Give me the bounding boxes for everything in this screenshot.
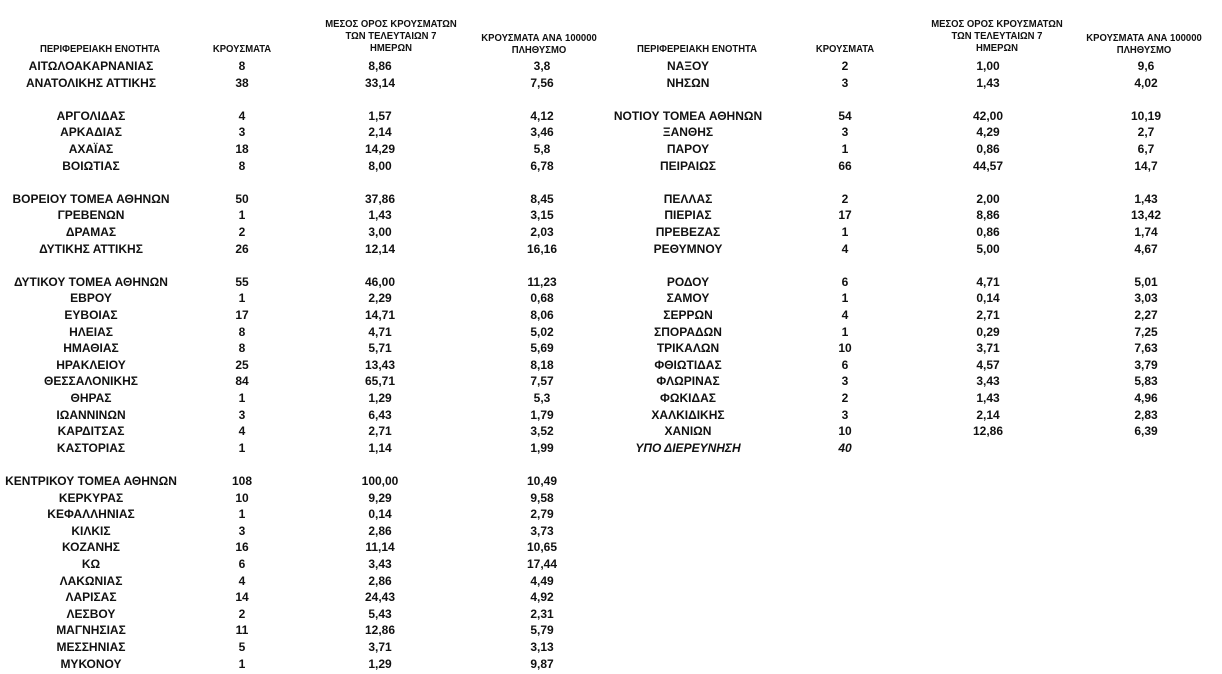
cell-avg: 2,14 <box>976 407 1000 422</box>
cell-cases: 1 <box>841 291 849 306</box>
cell-per: 1,43 <box>1134 191 1158 206</box>
cell-region: ΒΟΙΩΤΙΑΣ <box>62 158 120 173</box>
table-row <box>612 75 1222 92</box>
cell-cases: 1 <box>238 391 246 405</box>
cell-region: ΗΜΑΘΙΑΣ <box>63 341 119 356</box>
cell-avg: 65,71 <box>364 374 396 389</box>
cell-per: 0,68 <box>530 291 554 306</box>
cell-cases: 3 <box>238 125 246 140</box>
table-row <box>612 357 1222 374</box>
cell-region: ΦΘΙΩΤΙΔΑΣ <box>654 357 722 372</box>
cell-avg: 1,43 <box>976 75 1000 90</box>
cell-avg: 4,71 <box>976 274 1000 289</box>
table-row <box>0 307 612 324</box>
cell-cases: 1 <box>841 142 849 156</box>
cell-per: 2,79 <box>530 507 554 522</box>
table-row <box>0 506 612 523</box>
table-row <box>0 490 612 507</box>
cell-avg: 12,14 <box>364 241 396 256</box>
cell-avg: 3,71 <box>976 341 1000 356</box>
cell-region: ΚΙΛΚΙΣ <box>71 523 111 538</box>
table-row <box>0 340 612 357</box>
cell-cases: 1 <box>841 324 849 339</box>
cell-avg: 4,57 <box>976 357 1000 372</box>
table-row <box>0 124 612 141</box>
cell-cases: 3 <box>841 407 849 422</box>
cell-avg: 14,71 <box>364 308 396 322</box>
cell-cases: 84 <box>235 374 249 389</box>
cell-region: ΑΡΓΟΛΙΔΑΣ <box>56 108 126 123</box>
cell-per: 3,8 <box>533 59 551 73</box>
header-per-100k <box>1072 33 1216 57</box>
table-row <box>612 158 1222 175</box>
table-row <box>612 390 1222 407</box>
cell-cases: 2 <box>238 606 246 621</box>
table-row <box>0 622 612 639</box>
cell-region: ΒΟΡΕΙΟΥ ΤΟΜΕΑ ΑΘΗΝΩΝ <box>12 191 170 206</box>
header-cases: ΚΡΟΥΣΜΑΤΑ <box>815 44 875 55</box>
cell-cases: 55 <box>235 274 249 289</box>
cell-region: ΚΑΡΔΙΤΣΑΣ <box>57 424 125 439</box>
cell-per: 7,25 <box>1134 324 1158 339</box>
cell-cases: 2 <box>841 59 849 73</box>
cell-region: ΗΛΕΙΑΣ <box>69 324 113 339</box>
cell-per: 4,96 <box>1134 391 1158 405</box>
cell-avg: 2,86 <box>368 523 392 538</box>
table-row <box>0 556 612 573</box>
cell-per: 9,6 <box>1137 59 1155 73</box>
table-row <box>612 141 1222 158</box>
cell-region: ΑΙΤΩΛΟΑΚΑΡΝΑΝΙΑΣ <box>28 59 154 73</box>
cell-cases: 4 <box>841 308 849 322</box>
cell-cases: 4 <box>238 108 246 123</box>
table-row <box>0 274 612 291</box>
cell-cases: 26 <box>235 241 249 256</box>
cell-per: 7,56 <box>530 75 554 90</box>
cell-region: ΚΟΖΑΝΗΣ <box>62 540 120 555</box>
cell-region: ΤΡΙΚΑΛΩΝ <box>656 341 720 356</box>
cell-per: 4,49 <box>530 573 554 588</box>
right-table <box>612 0 1222 455</box>
cell-cases: 2 <box>841 391 849 405</box>
cell-cases: 40 <box>838 440 852 455</box>
cell-per: 5,01 <box>1134 274 1158 289</box>
cell-avg: 33,14 <box>364 75 396 90</box>
cell-region: ΥΠΟ ΔΙΕΡΕΥΝΗΣΗ <box>635 440 741 455</box>
cell-per: 4,12 <box>530 108 554 123</box>
cell-cases: 10 <box>838 424 852 439</box>
cell-cases: 4 <box>841 241 849 256</box>
table-row <box>612 241 1222 258</box>
cell-per: 3,15 <box>530 208 554 223</box>
table-row <box>612 373 1222 390</box>
table-row <box>0 656 612 673</box>
cell-cases: 3 <box>238 407 246 422</box>
cell-avg: 3,71 <box>368 640 392 654</box>
cell-region: ΠΕΙΡΑΙΩΣ <box>660 158 716 173</box>
header-per-line2: ΠΛΗΘΥΣΜΟ <box>1116 45 1172 56</box>
table-row <box>0 357 612 374</box>
cell-avg: 46,00 <box>364 274 396 289</box>
cell-cases: 8 <box>238 59 246 73</box>
header-cases: ΚΡΟΥΣΜΑΤΑ <box>212 44 272 55</box>
cell-per: 4,67 <box>1134 241 1158 256</box>
header-per-line1: ΚΡΟΥΣΜΑΤΑ ΑΝΑ 100000 <box>1086 33 1202 44</box>
cell-per: 6,78 <box>530 158 554 173</box>
cell-avg: 12,86 <box>972 424 1004 439</box>
cell-region: ΔΥΤΙΚΟΥ ΤΟΜΕΑ ΑΘΗΝΩΝ <box>14 274 168 289</box>
cell-avg: 4,71 <box>368 324 392 339</box>
right-table-header <box>612 0 1222 58</box>
header-per-line1: ΚΡΟΥΣΜΑΤΑ ΑΝΑ 100000 <box>481 33 597 44</box>
cell-per: 5,83 <box>1134 374 1158 389</box>
cell-region: ΔΡΑΜΑΣ <box>65 225 117 239</box>
table-row <box>0 573 612 590</box>
cell-region: ΠΙΕΡΙΑΣ <box>664 208 712 223</box>
cell-cases: 17 <box>838 208 852 223</box>
cell-region: ΡΟΔΟΥ <box>666 274 710 289</box>
cell-region: ΛΑΚΩΝΙΑΣ <box>59 573 123 588</box>
table-row <box>0 290 612 307</box>
cell-cases: 8 <box>238 341 246 356</box>
cell-cases: 10 <box>235 490 249 505</box>
cell-avg: 3,43 <box>976 374 1000 389</box>
cell-avg: 0,29 <box>976 324 1000 339</box>
cell-cases: 66 <box>838 158 852 173</box>
cell-per: 1,74 <box>1134 225 1158 239</box>
cell-region: ΣΠΟΡΑΔΩΝ <box>654 324 722 339</box>
cell-cases: 6 <box>841 274 849 289</box>
cell-region: ΠΡΕΒΕΖΑΣ <box>655 225 721 239</box>
cell-per: 16,16 <box>526 241 558 256</box>
cell-region: ΦΩΚΙΔΑΣ <box>660 391 716 405</box>
cell-region: ΧΑΛΚΙΔΙΚΗΣ <box>651 407 725 422</box>
cell-per: 7,57 <box>530 374 554 389</box>
table-row <box>0 191 612 208</box>
cell-cases: 1 <box>238 656 246 671</box>
table-row <box>612 108 1222 125</box>
cell-per: 2,03 <box>530 225 554 239</box>
cell-cases: 1 <box>841 225 849 239</box>
cell-per: 5,3 <box>533 391 551 405</box>
cell-cases: 108 <box>231 474 253 488</box>
cell-region: ΓΡΕΒΕΝΩΝ <box>57 208 125 223</box>
cell-cases: 1 <box>238 507 246 522</box>
cell-avg: 8,86 <box>368 59 392 73</box>
cell-avg: 2,86 <box>368 573 392 588</box>
table-row <box>0 473 612 490</box>
cell-avg: 1,43 <box>976 391 1000 405</box>
cell-avg: 3,00 <box>368 225 392 239</box>
cell-region: ΝΟΤΙΟΥ ΤΟΜΕΑ ΑΘΗΝΩΝ <box>613 108 763 123</box>
cell-per: 3,73 <box>530 523 554 538</box>
cell-region: ΜΑΓΝΗΣΙΑΣ <box>56 623 126 638</box>
cell-avg: 5,00 <box>976 241 1000 256</box>
cell-avg: 9,29 <box>368 490 392 505</box>
cell-per: 3,03 <box>1134 291 1158 306</box>
table-row <box>0 440 612 457</box>
header-avg-line2: ΤΩΝ ΤΕΛΕΥΤΑΙΩΝ 7 <box>345 31 437 42</box>
cell-avg: 37,86 <box>364 191 396 206</box>
cell-region: ΘΗΡΑΣ <box>70 391 112 405</box>
cell-avg: 100,00 <box>361 474 399 488</box>
header-per-100k <box>470 33 609 57</box>
cell-region: ΕΒΡΟΥ <box>70 291 112 306</box>
table-row <box>612 124 1222 141</box>
cell-cases: 1 <box>238 440 246 455</box>
cell-region: ΝΑΞΟΥ <box>666 59 710 73</box>
left-table <box>0 0 612 671</box>
cell-region: ΘΕΣΣΑΛΟΝΙΚΗΣ <box>44 374 138 389</box>
cell-region: ΛΑΡΙΣΑΣ <box>65 590 117 605</box>
cell-per: 2,7 <box>1137 125 1155 140</box>
cell-avg: 0,14 <box>368 507 392 522</box>
table-row <box>0 158 612 175</box>
cell-region: ΑΡΚΑΔΙΑΣ <box>60 125 122 140</box>
table-row <box>612 440 1222 457</box>
cell-avg: 11,14 <box>365 540 395 555</box>
cell-region: ΑΧΑΪΑΣ <box>68 142 114 156</box>
header-avg-line3: ΗΜΕΡΩΝ <box>370 43 412 54</box>
cell-cases: 6 <box>841 357 849 372</box>
cell-cases: 3 <box>238 523 246 538</box>
cell-per: 8,18 <box>530 357 554 372</box>
table-row <box>0 523 612 540</box>
cell-per: 6,7 <box>1137 142 1155 156</box>
table-row <box>0 241 612 258</box>
cell-cases: 4 <box>238 573 246 588</box>
cell-per: 1,79 <box>530 407 554 422</box>
cell-per: 5,69 <box>530 341 554 356</box>
table-row <box>0 108 612 125</box>
cell-per: 5,8 <box>533 142 551 156</box>
cell-cases: 11 <box>235 623 249 638</box>
cell-per: 14,7 <box>1134 158 1158 173</box>
cell-region: ΚΕΡΚΥΡΑΣ <box>58 490 124 505</box>
table-row <box>612 324 1222 341</box>
cell-region: ΣΕΡΡΩΝ <box>663 308 713 322</box>
cell-avg: 2,29 <box>368 291 392 306</box>
table-row <box>612 191 1222 208</box>
cell-region: ΞΑΝΘΗΣ <box>662 125 714 140</box>
cell-avg: 0,14 <box>976 291 1000 306</box>
table-row <box>612 207 1222 224</box>
header-avg-7days <box>921 19 1073 55</box>
cell-cases: 3 <box>841 75 849 90</box>
cell-cases: 2 <box>841 191 849 206</box>
cell-cases: 3 <box>841 125 849 140</box>
table-row <box>0 75 612 92</box>
cell-avg: 14,29 <box>364 142 396 156</box>
cell-avg: 2,71 <box>368 424 392 439</box>
table-row <box>612 423 1222 440</box>
table-row <box>0 407 612 424</box>
table-row <box>612 340 1222 357</box>
cell-region: ΠΑΡΟΥ <box>666 142 710 156</box>
table-row <box>0 539 612 556</box>
cell-avg: 2,71 <box>976 308 1000 322</box>
cell-cases: 17 <box>235 308 249 322</box>
cell-avg: 42,00 <box>972 108 1004 123</box>
cell-cases: 50 <box>235 191 249 206</box>
cell-per: 6,39 <box>1134 424 1158 439</box>
cell-avg: 8,00 <box>368 158 392 173</box>
header-avg-line1: ΜΕΣΟΣ ΟΡΟΣ ΚΡΟΥΣΜΑΤΩΝ <box>325 19 457 30</box>
cell-per: 17,44 <box>526 557 558 571</box>
table-row <box>0 390 612 407</box>
cell-region: ΣΑΜΟΥ <box>666 291 710 306</box>
cell-cases: 1 <box>238 208 246 223</box>
table-row <box>0 207 612 224</box>
cell-per: 3,79 <box>1134 357 1158 372</box>
cell-avg: 24,43 <box>364 590 396 605</box>
cell-cases: 8 <box>238 324 246 339</box>
cell-avg: 5,71 <box>368 341 392 356</box>
cell-per: 10,49 <box>526 474 558 488</box>
table-row <box>612 224 1222 241</box>
cell-cases: 2 <box>238 225 246 239</box>
cell-avg: 12,86 <box>364 623 396 638</box>
cell-cases: 38 <box>235 75 249 90</box>
table-row <box>0 373 612 390</box>
cell-cases: 16 <box>235 540 249 555</box>
cell-avg: 8,86 <box>976 208 1000 223</box>
cell-per: 3,46 <box>530 125 554 140</box>
cell-avg: 2,00 <box>976 191 1000 206</box>
cell-avg: 6,43 <box>368 407 392 422</box>
cell-avg: 4,29 <box>976 125 1000 140</box>
cell-region: ΦΛΩΡΙΝΑΣ <box>656 374 720 389</box>
cell-per: 3,13 <box>530 640 554 654</box>
cell-region: ΛΕΣΒΟΥ <box>66 606 116 621</box>
cell-region: ΚΑΣΤΟΡΙΑΣ <box>56 440 126 455</box>
header-avg-7days <box>320 19 463 55</box>
cell-avg: 1,29 <box>368 656 392 671</box>
cell-cases: 6 <box>238 557 246 571</box>
cell-per: 1,99 <box>530 440 554 455</box>
cell-avg: 2,14 <box>368 125 392 140</box>
cell-per: 5,79 <box>530 623 554 638</box>
cell-region: ΔΥΤΙΚΗΣ ΑΤΤΙΚΗΣ <box>39 241 143 256</box>
cell-region: ΗΡΑΚΛΕΙΟΥ <box>56 357 126 372</box>
cell-cases: 18 <box>235 142 249 156</box>
table-row <box>0 58 612 75</box>
header-avg-line3: ΗΜΕΡΩΝ <box>976 43 1018 54</box>
left-table-header <box>0 0 612 58</box>
cell-per: 2,31 <box>530 606 554 621</box>
cell-per: 2,27 <box>1134 308 1158 322</box>
table-row <box>0 606 612 623</box>
header-region: ΠΕΡΙΦΕΡΕΙΑΚΗ ΕΝΟΤΗΤΑ <box>39 44 161 55</box>
cell-avg: 1,43 <box>368 208 392 223</box>
cell-avg: 1,29 <box>368 391 392 405</box>
cell-region: ΕΥΒΟΙΑΣ <box>64 308 118 322</box>
cell-per: 7,63 <box>1134 341 1158 356</box>
cell-per: 4,02 <box>1134 75 1158 90</box>
table-row <box>0 324 612 341</box>
cell-per: 8,45 <box>530 191 554 206</box>
cell-per: 4,92 <box>530 590 554 605</box>
header-avg-line2: ΤΩΝ ΤΕΛΕΥΤΑΙΩΝ 7 <box>951 31 1043 42</box>
cell-cases: 25 <box>235 357 249 372</box>
cell-per: 10,65 <box>526 540 558 555</box>
cell-per: 9,58 <box>530 490 554 505</box>
table-row <box>0 423 612 440</box>
table-row <box>0 224 612 241</box>
cell-per: 11,23 <box>527 274 557 289</box>
cell-avg: 1,14 <box>368 440 392 455</box>
cell-per: 10,19 <box>1130 108 1162 123</box>
cell-cases: 10 <box>838 341 852 356</box>
cell-avg: 3,43 <box>368 557 392 571</box>
table-row <box>0 589 612 606</box>
cell-region: ΑΝΑΤΟΛΙΚΗΣ ΑΤΤΙΚΗΣ <box>25 75 157 90</box>
cell-cases: 14 <box>235 590 249 605</box>
cell-avg: 0,86 <box>976 142 1000 156</box>
cell-avg: 1,57 <box>368 108 392 123</box>
cell-avg: 0,86 <box>976 225 1000 239</box>
table-row <box>0 639 612 656</box>
cell-region: ΚΕΝΤΡΙΚΟΥ ΤΟΜΕΑ ΑΘΗΝΩΝ <box>5 474 177 488</box>
cell-region: ΜΕΣΣΗΝΙΑΣ <box>56 640 126 654</box>
cell-region: ΜΥΚΟΝΟΥ <box>60 656 122 671</box>
cell-region: ΧΑΝΙΩΝ <box>664 424 712 439</box>
header-per-line2: ΠΛΗΘΥΣΜΟ <box>511 45 567 56</box>
cell-avg: 44,57 <box>972 158 1004 173</box>
table-row <box>0 141 612 158</box>
cell-cases: 5 <box>238 640 246 654</box>
cell-avg: 13,43 <box>364 357 396 372</box>
header-avg-line1: ΜΕΣΟΣ ΟΡΟΣ ΚΡΟΥΣΜΑΤΩΝ <box>931 19 1063 30</box>
cell-cases: 8 <box>238 158 246 173</box>
cell-per: 8,06 <box>530 308 554 322</box>
cell-per: 5,02 <box>530 324 554 339</box>
cell-avg: 1,00 <box>976 59 1000 73</box>
cell-cases: 3 <box>841 374 849 389</box>
cell-region: ΡΕΘΥΜΝΟΥ <box>653 241 723 256</box>
table-row <box>612 307 1222 324</box>
cell-cases: 54 <box>838 108 852 123</box>
cell-per: 2,83 <box>1134 407 1158 422</box>
cell-region: ΚΕΦΑΛΛΗΝΙΑΣ <box>47 507 135 522</box>
cell-region: ΠΕΛΛΑΣ <box>663 191 713 206</box>
cell-per: 3,52 <box>530 424 554 439</box>
table-row <box>612 290 1222 307</box>
cell-region: ΙΩΑΝΝΙΝΩΝ <box>56 407 126 422</box>
cell-per: 9,87 <box>530 656 554 671</box>
cell-region: ΝΗΣΩΝ <box>666 75 710 90</box>
table-row <box>612 58 1222 75</box>
table-row <box>612 407 1222 424</box>
cell-cases: 1 <box>238 291 246 306</box>
table-row <box>612 274 1222 291</box>
cell-avg: 5,43 <box>368 606 392 621</box>
cell-region: ΚΩ <box>81 557 101 571</box>
cell-cases: 4 <box>238 424 246 439</box>
header-region: ΠΕΡΙΦΕΡΕΙΑΚΗ ΕΝΟΤΗΤΑ <box>636 44 758 55</box>
cell-per: 13,42 <box>1130 208 1162 223</box>
